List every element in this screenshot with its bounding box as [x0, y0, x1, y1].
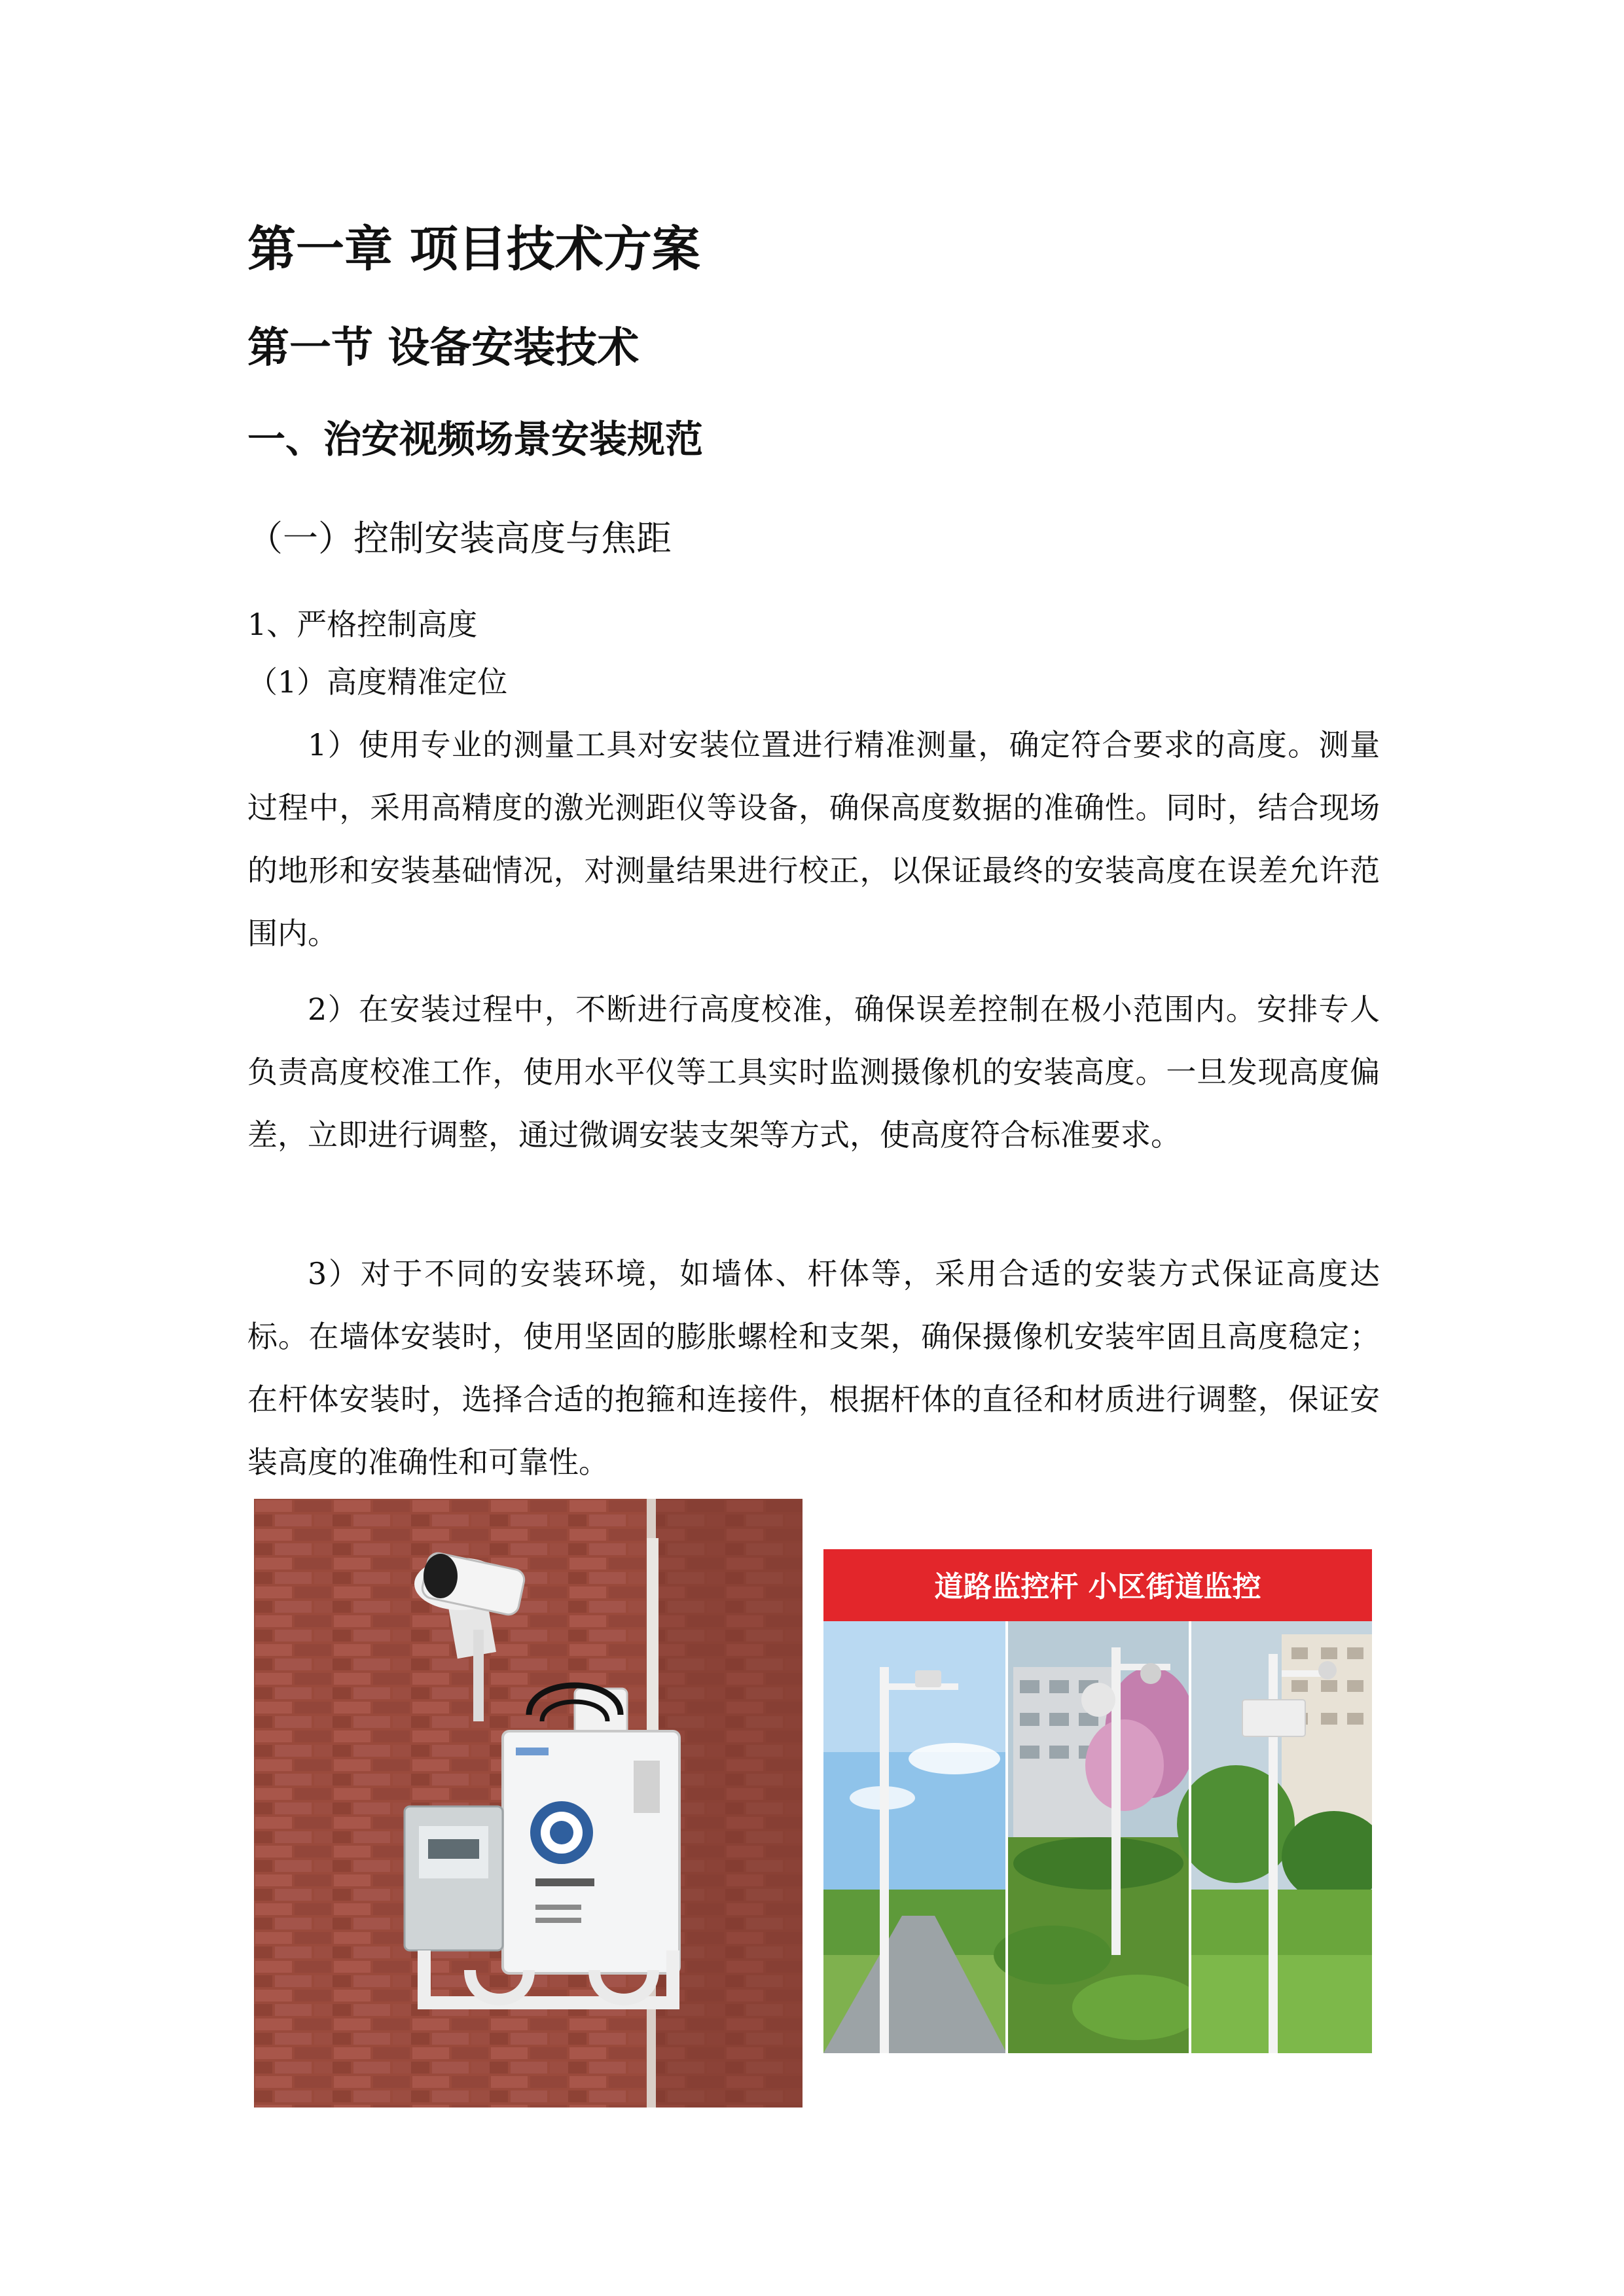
- monitoring-pole-illustration: [823, 1549, 1372, 2053]
- monitoring-pole-photo: [823, 1549, 1372, 2053]
- wall-camera-photo: [254, 1499, 803, 2108]
- chapter-title: 第一章 项目技术方案: [247, 221, 700, 278]
- meter-box: [405, 1806, 503, 1950]
- section-title: 第一节 设备安装技术: [247, 323, 640, 372]
- paragraph-3: 3）对于不同的安装环境，如墙体、杆体等，采用合适的安装方式保证高度达标。在墙体安装时，使用坚固的膨胀螺栓和支架，确保摄像机安装牢固且高度稳定；在杆体安装时，选择合适的抱箍和连接件，根据杆体的直径和材质进行调整，保证安装高度的准确性和可靠性。: [247, 1256, 1380, 1480]
- subsection-title: 一、治安视频场景安装规范: [247, 417, 704, 461]
- item-title: 1、严格控制高度: [247, 607, 478, 642]
- paragraph-1: 1）使用专业的测量工具对安装位置进行精准测量，确定符合要求的高度。测量过程中，采用高精度的激光测距仪等设备，确保高度数据的准确性。同时，结合现场的地形和安装基础情况，对测量结果进行校正，以保证最终的安装高度在误差允许范围内。: [247, 727, 1380, 951]
- paragraph-2: 2）在安装过程中，不断进行高度校准，确保误差控制在极小范围内。安排专人负责高度校准工作，使用水平仪等工具实时监测摄像机的安装高度。一旦发现高度偏差，立即进行调整，通过微调安装支架等方式，使高度符合标准要求。: [247, 992, 1380, 1153]
- wall-camera-illustration: [254, 1499, 803, 2108]
- equipment-box: [503, 1731, 679, 1973]
- sub-item-title: （1）高度精准定位: [247, 664, 508, 700]
- sub-subsection-title: （一）控制安装高度与焦距: [247, 518, 672, 559]
- banner-text: 道路监控杆 小区街道监控: [934, 1570, 1261, 1604]
